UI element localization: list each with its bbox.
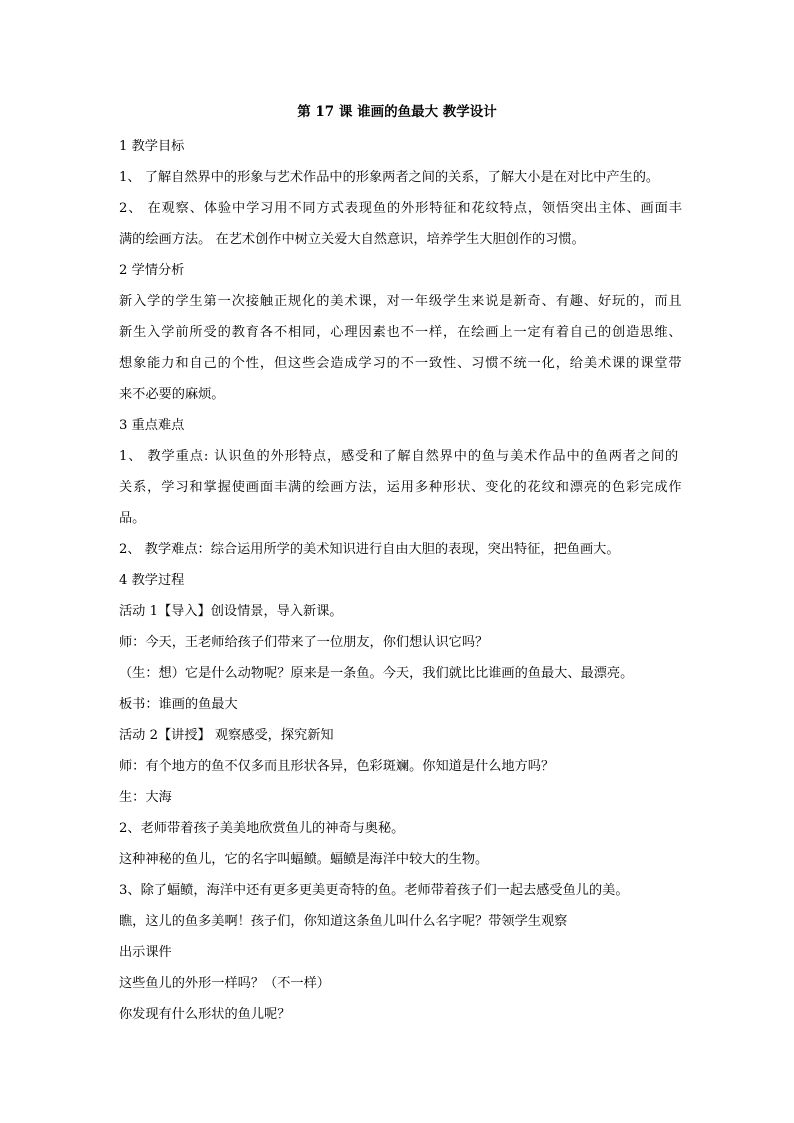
- paragraph-line: 想象能力和自己的个性，但这些会造成学习的不一致性、习惯不统一化，给美术课的课堂带: [119, 356, 683, 371]
- paragraph-line: 活动 2【讲授】 观察感受，探究新知: [119, 728, 334, 743]
- paragraph-line: 你发现有什么形状的鱼儿呢？: [119, 1007, 291, 1022]
- paragraph-line: 新生入学前所受的教育各不相同，心理因素也不一样，在绘画上一定有着自己的创造思维、: [119, 325, 683, 340]
- paragraph-line: 活动 1【导入】创设情景，导入新课。: [119, 604, 343, 619]
- section-heading-key-points: 3 重点难点: [119, 418, 185, 433]
- paragraph-line: 2、 教学难点：综合运用所学的美术知识进行自由大胆的表现，突出特征，把鱼画大。: [119, 542, 620, 557]
- paragraph-line: 师：有个地方的鱼不仅多而且形状各异，色彩斑斓。你知道是什么地方吗？: [119, 759, 555, 774]
- paragraph-line: 生：大海: [119, 790, 172, 805]
- document-body: [119, 131, 689, 1030]
- section-heading-process: 4 教学过程: [119, 573, 185, 588]
- paragraph-line: 2、老师带着孩子美美地欣赏鱼儿的神奇与奥秘。: [119, 821, 405, 836]
- paragraph-line: 这种神秘的鱼儿，它的名字叫蝠鲼。蝠鲼是海洋中较大的生物。: [119, 852, 489, 867]
- paragraph-line: 2、 在观察、体验中学习用不同方式表现鱼的外形特征和花纹特点，领悟突出主体、画面丰: [119, 201, 683, 216]
- paragraph-line: 1、 教学重点: 认识鱼的外形特点，感受和了解自然界中的鱼与美术作品中的鱼两者之间的: [119, 449, 680, 464]
- section-heading-analysis: 2 学情分析: [119, 263, 185, 278]
- paragraph-line: 这些鱼儿的外形一样吗？（不一样）: [119, 976, 330, 991]
- paragraph-line: 板书：谁画的鱼最大: [119, 697, 238, 712]
- paragraph-line: 瞧，这儿的鱼多美啊！孩子们，你知道这条鱼儿叫什么名字呢？带领学生观察: [119, 914, 568, 929]
- paragraph-line: 师：今天，王老师给孩子们带来了一位朋友，你们想认识它吗？: [119, 635, 489, 650]
- paragraph-line: 关系，学习和掌握使画面丰满的绘画方法，运用多种形状、变化的花纹和漂亮的色彩完成作: [119, 480, 683, 495]
- paragraph-line: 新入学的学生第一次接触正规化的美术课，对一年级学生来说是新奇、有趣、好玩的，而且: [119, 294, 683, 309]
- section-heading-objectives: 1 教学目标: [119, 139, 185, 154]
- paragraph-line: 出示课件: [119, 945, 172, 960]
- paragraph-line: （生：想）它是什么动物呢？原来是一条鱼。今天，我们就比比谁画的鱼最大、最漂亮。: [119, 666, 634, 681]
- paragraph-line: 1、 了解自然界中的形象与艺术作品中的形象两者之间的关系，了解大小是在对比中产生的。: [119, 170, 660, 185]
- paragraph-line: 品。: [119, 511, 146, 526]
- paragraph-line: 满的绘画方法。 在艺术创作中树立关爱大自然意识，培养学生大胆创作的习惯。: [119, 232, 585, 247]
- paragraph-line: 来不必要的麻烦。: [119, 387, 225, 402]
- document-title: 第 17 课 谁画的鱼最大 教学设计: [297, 104, 497, 120]
- paragraph-line: 3、除了蝠鲼，海洋中还有更多更美更奇特的鱼。老师带着孩子们一起去感受鱼儿的美。: [119, 883, 629, 898]
